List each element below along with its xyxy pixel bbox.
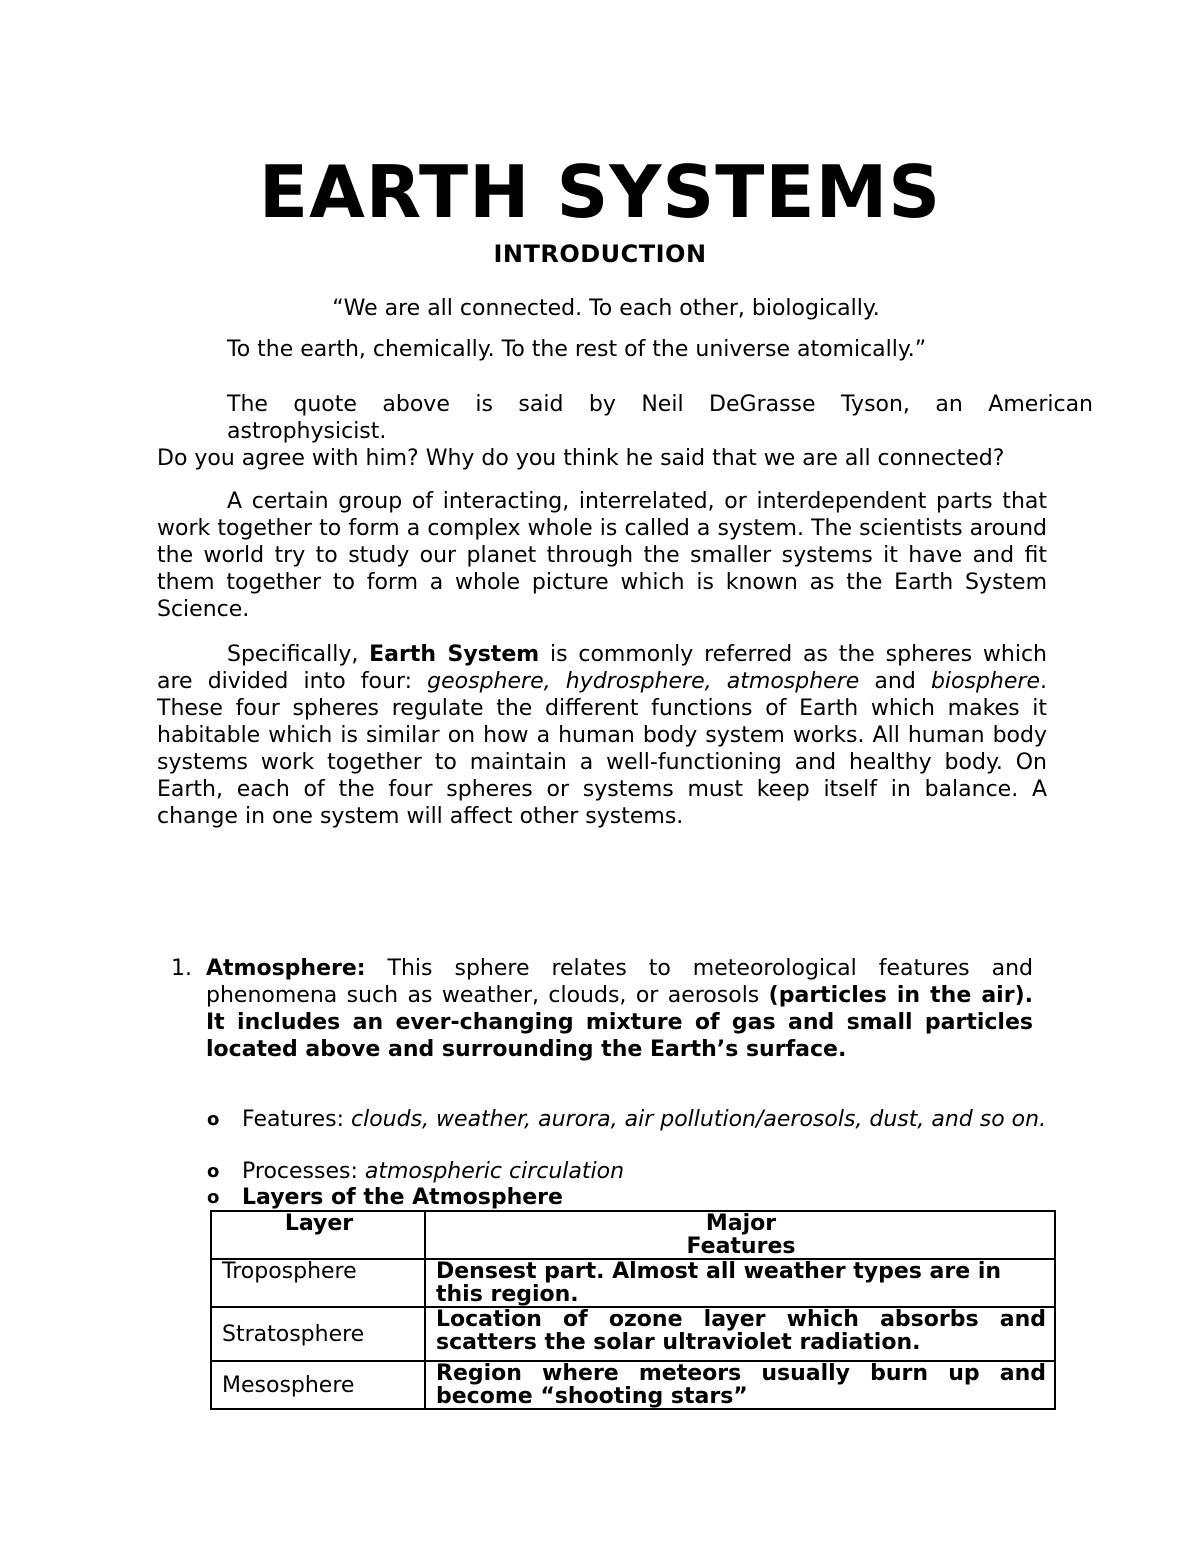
header-major-features bbox=[425, 1211, 1055, 1259]
layer-features: Location of ozone layer which absorbs and scatters the solar ultraviolet radiation. bbox=[425, 1307, 1055, 1361]
header-major: Major bbox=[705, 1211, 777, 1236]
layers-heading: Layers of the Atmosphere bbox=[242, 1185, 563, 1210]
layer-features: Densest part. Almost all weather types are in this region. bbox=[425, 1259, 1055, 1307]
processes-label: Processes: bbox=[242, 1159, 365, 1184]
bullet-circle-icon: o bbox=[207, 1187, 220, 1208]
biosphere-term: biosphere bbox=[930, 669, 1040, 694]
quote-line-1: “We are all connected. To each other, biologically. bbox=[332, 296, 880, 321]
earth-system-term: Earth System bbox=[369, 642, 540, 667]
list-number: 1. bbox=[171, 956, 192, 981]
spheres-list: geosphere, hydrosphere, atmosphere bbox=[427, 669, 860, 694]
paragraph-2-and: and bbox=[859, 669, 931, 694]
discussion-question: Do you agree with him? Why do you think he said that we are all connected? bbox=[157, 446, 1005, 471]
quote-line-2: To the earth, chemically. To the rest of the universe atomically.” bbox=[227, 337, 927, 362]
paragraph-2-lead: Specifically, bbox=[227, 642, 370, 667]
header-layer: Layer bbox=[211, 1211, 425, 1259]
atmosphere-description bbox=[206, 955, 1033, 1063]
paragraph-1-text: A certain group of interacting, interrelated, or interdependent parts that work together to form a complex whole is called a system. The scientists around the world try to study our planet through the smaller systems it have and fit them together to form a whole picture which is known as the Earth System Science. bbox=[157, 489, 1047, 622]
processes-value: atmospheric circulation bbox=[364, 1159, 625, 1184]
quote-attribution-line-1: The quote above is said by Neil DeGrasse Tyson, an American bbox=[227, 392, 1093, 417]
table-row bbox=[211, 1307, 1055, 1361]
atmosphere-text-bold: (particles in the air). It includes an ever-changing mixture of gas and small particles located above and surrounding the Earth’s surface. bbox=[206, 983, 1033, 1062]
atmosphere-text: This sphere relates to meteorological features and phenomena such as weather, clouds, or aerosols bbox=[206, 956, 1033, 1008]
section-subtitle: INTRODUCTION bbox=[493, 240, 707, 268]
document-title: EARTH SYSTEMS bbox=[258, 150, 942, 234]
paragraph-2-mid: is commonly referred as the spheres which are divided into four: bbox=[157, 642, 1047, 694]
header-features: Features bbox=[686, 1234, 796, 1259]
paragraph-2-rest: . These four spheres regulate the different functions of Earth which makes it habitable which is similar on how a human body system works. All human body systems work together to maintain a well-functioning and healthy body. On Earth, each of the four spheres or systems must keep itself in balance. A change in one system will affect other systems. bbox=[157, 669, 1047, 829]
layer-features: Region where meteors usually burn up and become “shooting stars” bbox=[425, 1361, 1055, 1409]
atmosphere-layers-table bbox=[210, 1210, 1062, 1410]
table-header-row bbox=[211, 1211, 1055, 1259]
bullet-circle-icon: o bbox=[207, 1161, 220, 1182]
layer-name: Mesosphere bbox=[211, 1361, 425, 1409]
layer-name: Stratosphere bbox=[211, 1307, 425, 1361]
features-value: clouds, weather, aurora, air pollution/aerosols, dust, and so on. bbox=[351, 1107, 1047, 1132]
atmosphere-term: Atmosphere: bbox=[206, 956, 366, 981]
system-definition-paragraph bbox=[157, 488, 1047, 623]
bullet-circle-icon: o bbox=[207, 1109, 220, 1130]
table-row bbox=[211, 1361, 1055, 1409]
table-row bbox=[211, 1259, 1055, 1307]
earth-system-paragraph bbox=[157, 641, 1047, 830]
features-label: Features: bbox=[242, 1107, 352, 1132]
quote-attribution-line-2: astrophysicist. bbox=[227, 419, 387, 444]
layer-name: Troposphere bbox=[211, 1259, 425, 1307]
